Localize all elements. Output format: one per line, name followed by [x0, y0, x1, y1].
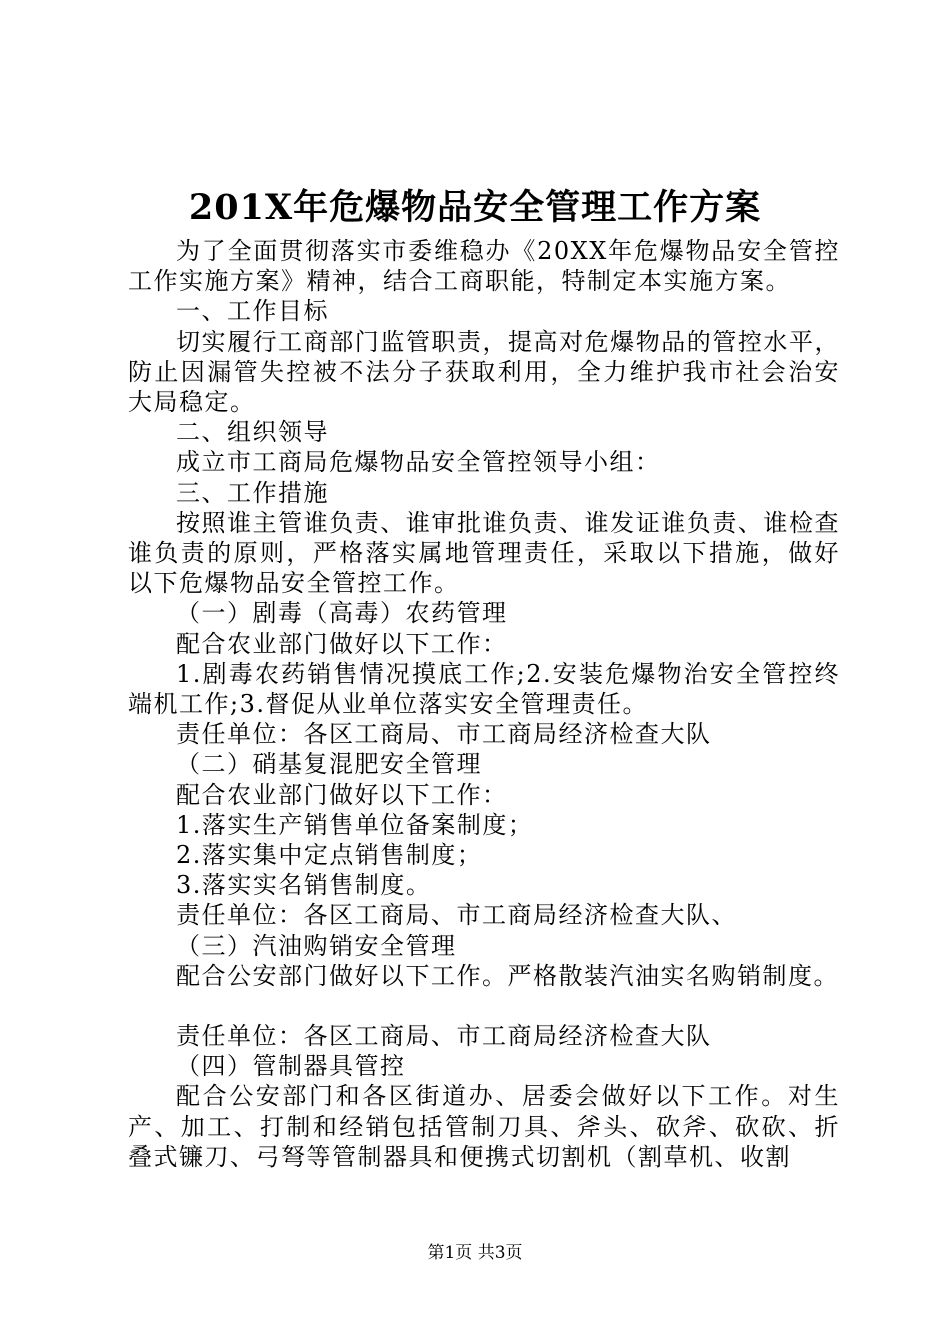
blank-line — [128, 991, 840, 1021]
paragraph: 配合公安部门做好以下工作。严格散装汽油实名购销制度。 — [176, 961, 839, 990]
subsection-heading: （二）硝基复混肥安全管理 — [176, 750, 482, 779]
responsibility-line: 责任单位：各区工商局、市工商局经济检查大队 — [176, 1022, 712, 1051]
responsibility-line: 责任单位：各区工商局、市工商局经济检查大队、 — [176, 901, 737, 930]
paragraph: 配合农业部门做好以下工作： — [176, 629, 508, 658]
list-item: 3.落实实名销售制度。 — [176, 871, 432, 900]
paragraph: 1.剧毒农药销售情况摸底工作;2.安装危爆物治安全管控终端机工作;3.督促从业单位落实安全管理责任。 — [128, 659, 840, 719]
section-heading: 一、工作目标 — [176, 297, 329, 326]
document-title: 201X年危爆物品安全管理工作方案 — [188, 187, 762, 228]
paragraph: 配合农业部门做好以下工作： — [176, 780, 508, 809]
paragraph: 配合公安部门和各区街道办、居委会做好以下工作。对生产、加工、打制和经销包括管制刀具、斧头、砍斧、砍砍、折叠式镰刀、弓弩等管制器具和便携式切割机（割草机、收割 — [128, 1082, 840, 1171]
section-heading: 二、组织领导 — [176, 418, 329, 447]
document-body — [128, 236, 840, 1172]
list-item: 1.落实生产销售单位备案制度； — [176, 810, 534, 839]
subsection-heading: （四）管制器具管控 — [176, 1052, 406, 1081]
list-item: 2.落实集中定点销售制度； — [176, 841, 483, 870]
subsection-heading: （三）汽油购销安全管理 — [176, 931, 457, 960]
paragraph: 为了全面贯彻落实市委维稳办《20XX年危爆物品安全管控工作实施方案》精神，结合工商职能，特制定本实施方案。 — [128, 237, 840, 296]
paragraph: 按照谁主管谁负责、谁审批谁负责、谁发证谁负责、谁检查谁负责的原则，严格落实属地管理责任，采取以下措施，做好以下危爆物品安全管控工作。 — [128, 508, 840, 598]
subsection-heading: （一）剧毒（高毒）农药管理 — [176, 599, 508, 628]
section-heading: 三、工作措施 — [176, 478, 329, 507]
paragraph: 成立市工商局危爆物品安全管控领导小组： — [176, 448, 661, 477]
paragraph: 切实履行工商部门监管职责，提高对危爆物品的管控水平，防止因漏管失控被不法分子获取利用，全力维护我市社会治安大局稳定。 — [128, 327, 840, 417]
responsibility-line: 责任单位：各区工商局、市工商局经济检查大队 — [176, 720, 712, 749]
page-number: 第1页 共3页 — [427, 1243, 523, 1263]
